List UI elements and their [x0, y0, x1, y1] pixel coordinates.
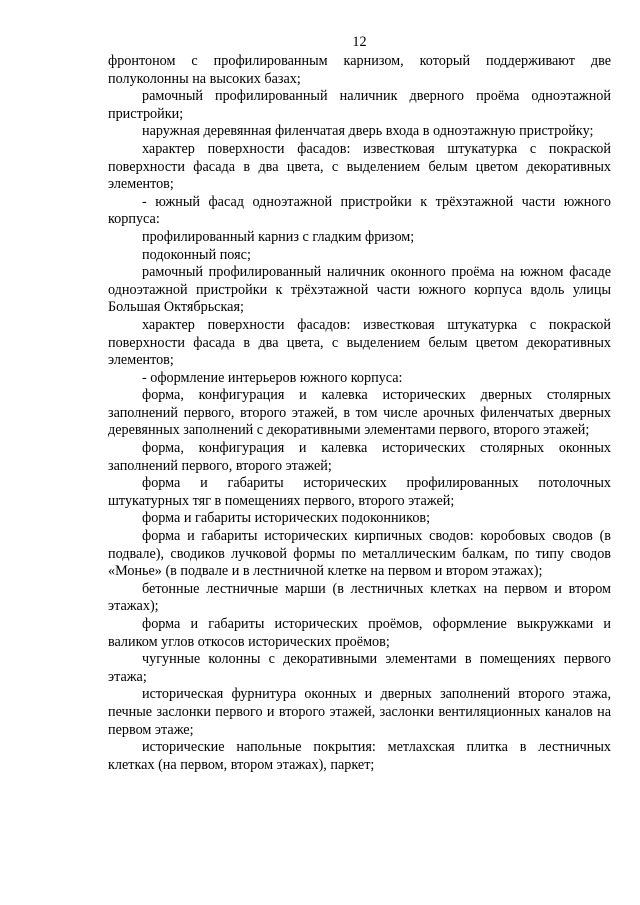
- paragraph-15: форма и габариты исторических кирпичных сводов: коробовых сводов (в подвале), сводиков лучковой формы по металлическим балкам, по типу сводов «Монье» (в подвале и в лестничной клетке на первом и втором этажах);: [108, 528, 611, 580]
- paragraph-1: фронтоном с профилированным карнизом, который поддерживают две полуколонны на высоких базах;: [108, 53, 611, 87]
- paragraph-6: профилированный карниз с гладким фризом;: [142, 228, 415, 245]
- paragraph-2: рамочный профилированный наличник дверного проёма одноэтажной пристройки;: [108, 88, 611, 122]
- document-page: [108, 32, 611, 774]
- paragraph-12: форма, конфигурация и калевка исторических столярных оконных заполнений первого, второго этажей;: [108, 440, 611, 474]
- paragraph-3: наружная деревянная филенчатая дверь входа в одноэтажную пристройку;: [142, 123, 594, 140]
- paragraph-8: рамочный профилированный наличник оконного проёма на южном фасаде одноэтажной пристройки к трёхэтажной части южного корпуса вдоль улицы Большая Октябрьская;: [108, 264, 611, 316]
- paragraph-9: характер поверхности фасадов: известковая штукатурка с покраской поверхности фасада в два цвета, с выделением белым цветом декоративных элементов;: [108, 316, 611, 369]
- paragraph-20: исторические напольные покрытия: метлахская плитка в лестничных клетках (на первом, втором этажах), паркет;: [108, 739, 611, 773]
- paragraph-7: подоконный пояс;: [142, 246, 251, 263]
- paragraph-18: чугунные колонны с декоративными элементами в помещениях первого этажа;: [108, 651, 611, 685]
- paragraph-13: форма и габариты исторических профилированных потолочных штукатурных тяг в помещениях первого, второго этажей;: [108, 475, 611, 509]
- paragraph-4: характер поверхности фасадов: известковая штукатурка с покраской поверхности фасада в два цвета, с выделением белым цветом декоративных элементов;: [108, 140, 611, 193]
- paragraph-14: форма и габариты исторических подоконников;: [142, 510, 431, 527]
- paragraph-19: историческая фурнитура оконных и дверных заполнений второго этажа, печные заслонки первого и второго этажей, заслонки вентиляционных каналов на первом этаже;: [108, 686, 611, 738]
- page-number: 12: [352, 34, 367, 50]
- paragraph-17: форма и габариты исторических проёмов, оформление выкружками и валиком углов откосов исторических проёмов;: [108, 616, 611, 650]
- paragraph-5: - южный фасад одноэтажной пристройки к трёхэтажной части южного корпуса:: [108, 193, 611, 228]
- paragraph-11: форма, конфигурация и калевка исторических дверных столярных заполнений первого, второго этажей, в том числе арочных филенчатых дверных деревянных заполнений с декоративными элементами первого, второго этажей;: [108, 387, 611, 439]
- paragraph-10: - оформление интерьеров южного корпуса:: [142, 369, 403, 386]
- paragraph-16: бетонные лестничные марши (в лестничных клетках на первом и втором этажах);: [108, 580, 611, 615]
